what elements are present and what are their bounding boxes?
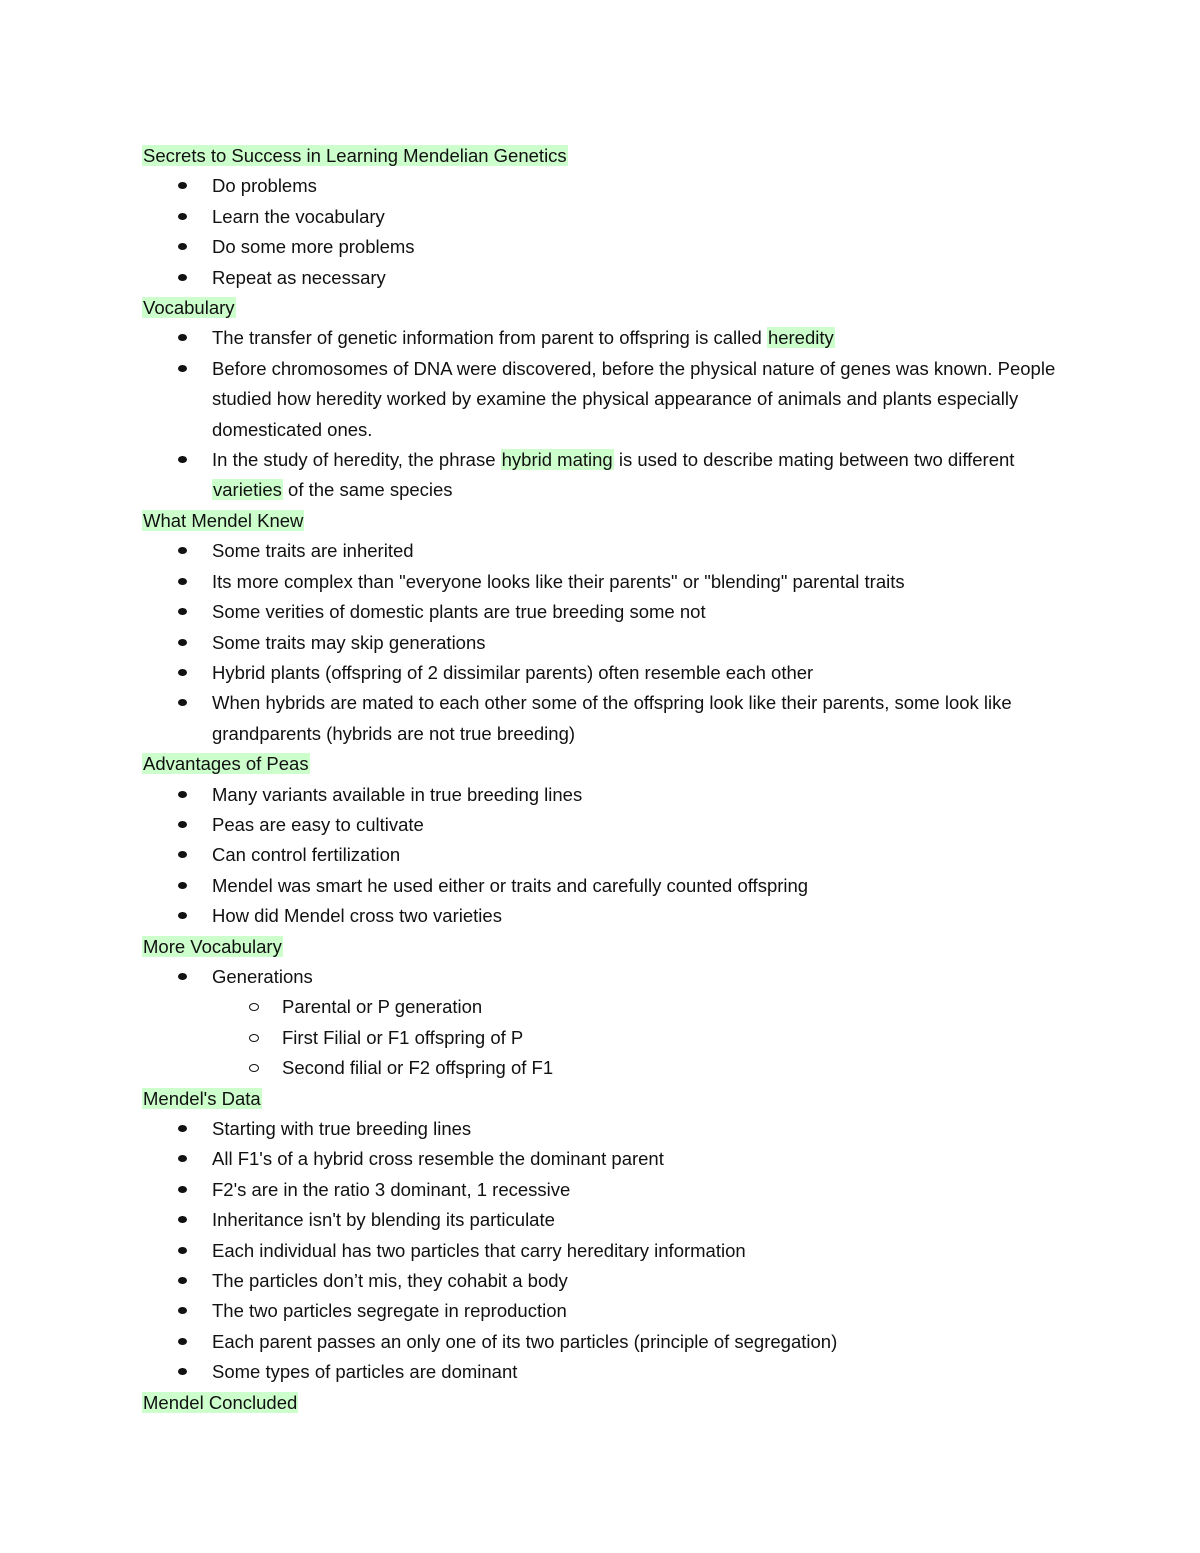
list-item — [212, 445, 1072, 506]
list-item-text: The particles don’t mis, they cohabit a body — [212, 1270, 568, 1292]
list-item — [212, 323, 1072, 353]
list-item — [212, 1266, 1072, 1296]
bullet-icon — [178, 1155, 187, 1162]
list-item — [212, 202, 1072, 232]
bullet-icon — [178, 608, 187, 615]
section-heading — [142, 506, 1072, 536]
section-heading — [142, 141, 1072, 171]
list-item — [212, 1357, 1072, 1387]
sub-list-item-text: First Filial or F1 offspring of P — [282, 1026, 524, 1048]
list-item — [212, 810, 1072, 840]
list-item-text: Many variants available in true breeding lines — [212, 783, 583, 805]
list-item-text: Each parent passes an only one of its two particles (principle of segregation) — [212, 1330, 838, 1352]
section — [142, 506, 1072, 749]
list-item-text — [212, 449, 1014, 500]
list-item-text: When hybrids are mated to each other some of the offspring look like their parents, some look like grandparents (hybrids are not true breeding) — [212, 692, 1012, 744]
bullet-icon — [178, 1186, 187, 1193]
list-item-text: Do problems — [212, 175, 317, 197]
section-heading — [142, 749, 1072, 779]
list-item — [212, 901, 1072, 931]
list-item — [212, 628, 1072, 658]
section — [142, 293, 1072, 506]
list-item-text: The two particles segregate in reproduction — [212, 1300, 567, 1322]
sub-list-item — [282, 992, 1072, 1022]
hollow-bullet-icon — [249, 1003, 259, 1011]
bullet-icon — [178, 821, 187, 828]
list-item-text: All F1's of a hybrid cross resemble the dominant parent — [212, 1148, 664, 1170]
bullet-icon — [178, 851, 187, 858]
document-content — [142, 141, 1072, 1418]
text-run: is used to describe mating between two different — [613, 449, 1015, 471]
bullet-list — [142, 171, 1072, 293]
bullet-icon — [178, 365, 187, 372]
section-heading — [142, 932, 1072, 962]
bullet-list — [142, 780, 1072, 932]
highlighted-text: Mendel's Data — [143, 1087, 261, 1109]
section — [142, 1084, 1072, 1388]
list-item — [212, 232, 1072, 262]
highlighted-term: heredity — [767, 327, 834, 349]
bullet-icon — [178, 1277, 187, 1284]
bullet-list — [142, 962, 1072, 1084]
list-item — [212, 536, 1072, 566]
section-heading — [142, 1084, 1072, 1114]
highlighted-term: hybrid mating — [501, 449, 613, 471]
highlighted-text: More Vocabulary — [143, 935, 282, 957]
list-item-text: Can control fertilization — [212, 844, 401, 866]
bullet-icon — [178, 882, 187, 889]
sub-list-item — [282, 1053, 1072, 1083]
list-item — [212, 597, 1072, 627]
list-item — [212, 780, 1072, 810]
bullet-icon — [178, 973, 187, 980]
list-item-text: Repeat as necessary — [212, 266, 386, 288]
bullet-list — [142, 323, 1072, 505]
list-item-text: Mendel was smart he used either or traits and carefully counted offspring — [212, 874, 809, 896]
text-run: In the study of heredity, the phrase — [212, 449, 501, 471]
list-item-text: Hybrid plants (offspring of 2 dissimilar parents) often resemble each other — [212, 661, 814, 683]
highlighted-text: Secrets to Success in Learning Mendelian Genetics — [143, 145, 567, 166]
highlighted-text: What Mendel Knew — [143, 509, 304, 531]
list-item — [212, 840, 1072, 870]
list-item-text: Do some more problems — [212, 236, 415, 258]
bullet-icon — [178, 1307, 187, 1314]
list-item — [212, 658, 1072, 688]
list-item — [212, 1296, 1072, 1326]
highlighted-term: varieties — [213, 479, 282, 501]
hollow-bullet-icon — [249, 1034, 259, 1042]
list-item-text: Some types of particles are dominant — [212, 1361, 518, 1383]
text-run: The transfer of genetic information from parent to offspring is called — [212, 327, 767, 349]
list-item — [212, 1114, 1072, 1144]
sub-list-item-text: Second filial or F2 offspring of F1 — [282, 1057, 554, 1079]
list-item-text: Some traits may skip generations — [212, 631, 486, 653]
bullet-icon — [178, 791, 187, 798]
highlighted-text: Vocabulary — [143, 297, 235, 319]
list-item — [212, 871, 1072, 901]
highlighted-text: Advantages of Peas — [143, 753, 309, 775]
list-item-text: Some traits are inherited — [212, 540, 414, 562]
list-item — [212, 171, 1072, 201]
list-item — [212, 1236, 1072, 1266]
bullet-icon — [178, 912, 187, 919]
list-item — [212, 1144, 1072, 1174]
list-item — [212, 263, 1072, 293]
bullet-icon — [178, 334, 187, 341]
bullet-icon — [178, 1247, 187, 1254]
bullet-list — [142, 536, 1072, 749]
list-item-text: Peas are easy to cultivate — [212, 813, 424, 835]
list-item-text: Generations — [212, 965, 313, 987]
bullet-icon — [178, 578, 187, 585]
list-item — [212, 354, 1072, 445]
list-item — [212, 962, 1072, 1084]
highlighted-text: Mendel Concluded — [143, 1391, 298, 1413]
section — [142, 1388, 1072, 1418]
bullet-icon — [178, 213, 187, 220]
bullet-icon — [178, 699, 187, 706]
bullet-icon — [178, 182, 187, 189]
bullet-icon — [178, 1338, 187, 1345]
bullet-icon — [178, 243, 187, 250]
list-item-text: Some verities of domestic plants are true breeding some not — [212, 601, 706, 623]
list-item-text: How did Mendel cross two varieties — [212, 905, 502, 927]
bullet-icon — [178, 669, 187, 676]
bullet-icon — [178, 274, 187, 281]
text-run: of the same species — [282, 479, 453, 501]
bullet-icon — [178, 1368, 187, 1375]
list-item-text — [212, 327, 835, 348]
list-item — [212, 567, 1072, 597]
section — [142, 141, 1072, 293]
bullet-icon — [178, 547, 187, 554]
sub-bullet-list — [212, 992, 1072, 1083]
list-item — [212, 1327, 1072, 1357]
section-heading — [142, 293, 1072, 323]
sub-list-item — [282, 1023, 1072, 1053]
bullet-icon — [178, 1125, 187, 1132]
list-item — [212, 1205, 1072, 1235]
section-heading — [142, 1388, 1072, 1418]
list-item-text: F2's are in the ratio 3 dominant, 1 recessive — [212, 1178, 571, 1200]
bullet-list — [142, 1114, 1072, 1388]
hollow-bullet-icon — [249, 1064, 259, 1072]
section — [142, 932, 1072, 1084]
list-item-text: Each individual has two particles that carry hereditary information — [212, 1239, 746, 1261]
list-item — [212, 1175, 1072, 1205]
list-item — [212, 688, 1072, 749]
section — [142, 749, 1072, 931]
bullet-icon — [178, 639, 187, 646]
list-item-text: Before chromosomes of DNA were discovered, before the physical nature of genes was known. People studied how heredity worked by examine the physical appearance of animals and plants especially domesticated ones. — [212, 357, 1056, 440]
list-item-text: Its more complex than "everyone looks like their parents" or "blending" parental traits — [212, 570, 905, 592]
bullet-icon — [178, 1216, 187, 1223]
bullet-icon — [178, 456, 187, 463]
list-item-text: Learn the vocabulary — [212, 205, 385, 227]
list-item-text: Inheritance isn't by blending its particulate — [212, 1209, 555, 1231]
list-item-text: Starting with true breeding lines — [212, 1118, 472, 1139]
sub-list-item-text: Parental or P generation — [282, 996, 483, 1018]
